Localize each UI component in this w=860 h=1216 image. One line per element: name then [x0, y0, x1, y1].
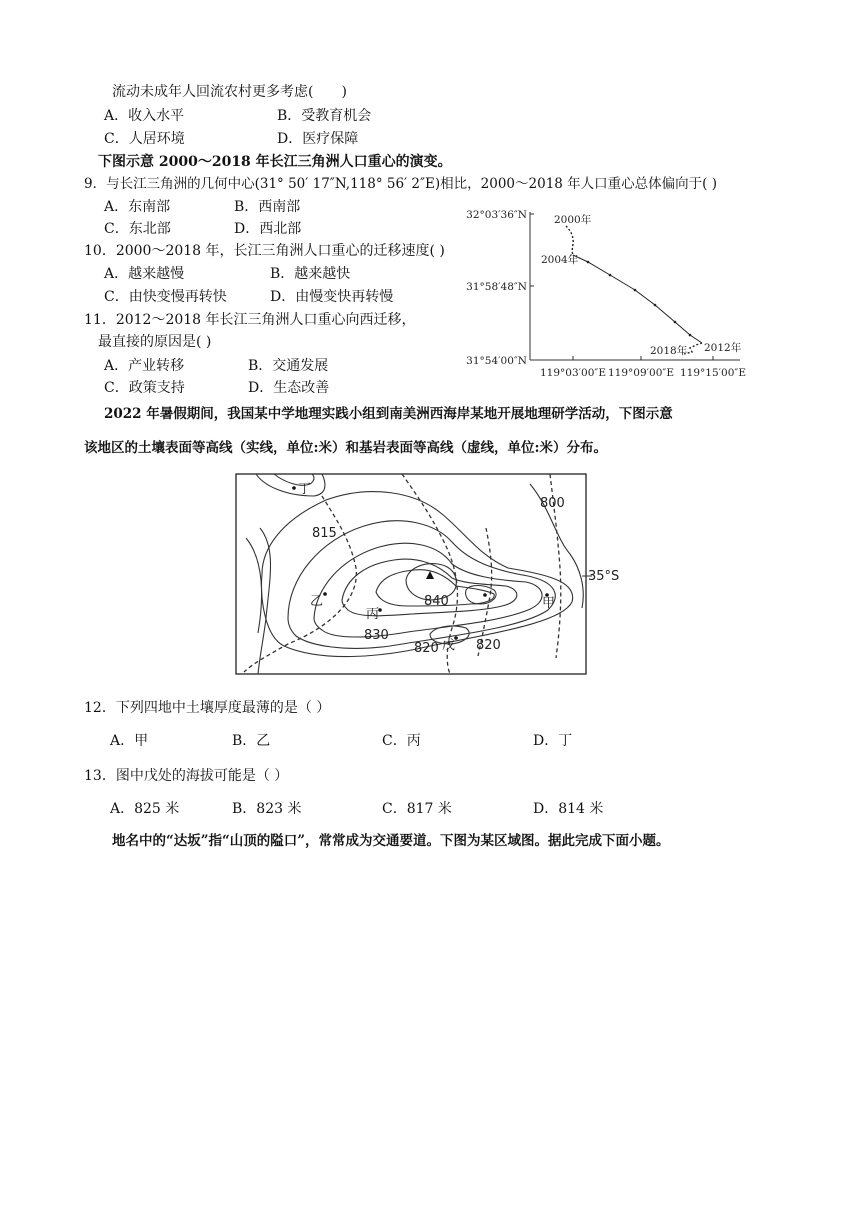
q8-stem-tail: 流动未成年人回流农村更多考虑( ) — [112, 84, 347, 100]
depression-icon — [483, 593, 487, 597]
q11-option-a: A．产业转移 — [104, 358, 185, 374]
q13-option-a: A．825 米 — [110, 801, 180, 817]
label-2018: 2018年 — [650, 345, 688, 357]
q11-option-d: D．生态改善 — [248, 380, 330, 396]
q8-option-c: C．人居环境 — [104, 131, 185, 147]
q8-option-d: D．医疗保障 — [277, 131, 359, 147]
q9-option-b: B．西南部 — [234, 199, 301, 215]
q10-option-d: D．由慢变快再转慢 — [270, 289, 394, 305]
q10-option-b: B．越来越快 — [270, 266, 351, 282]
q13-option-b: B．823 米 — [232, 801, 302, 817]
q8-option-a: A．收入水平 — [104, 108, 185, 124]
place-wu: 戊 — [442, 638, 456, 653]
intro-figure-1: 下图示意 2000～2018 年长江三角洲人口重心的演变。 — [98, 154, 452, 170]
place-ding: 丁 — [298, 482, 312, 497]
q12-option-b: B．乙 — [232, 733, 271, 749]
intro-figure-2-line1: 2022 年暑假期间，我国某中学地理实践小组到南美洲西海岸某地开展地理研学活动，下图示意 — [104, 406, 673, 422]
q9-option-c: C．东北部 — [104, 221, 171, 237]
q10-option-a: A．越来越慢 — [104, 266, 185, 282]
contour-label-830: 830 — [364, 628, 389, 643]
q13-option-d: D．814 米 — [533, 801, 604, 817]
contour-map-figure — [230, 468, 620, 683]
trajectory-2004-2012 — [573, 255, 702, 343]
trajectory-points — [587, 261, 692, 337]
q11-stem-line2: 最直接的原因是( ) — [98, 334, 212, 350]
q13-stem: 13．图中戊处的海拔可能是（ ） — [84, 768, 289, 784]
intro-figure-3: 地名中的“达坂”指“山顶的隘口”，常常成为交通要道。下图为某区域图。据此完成下面小题。 — [112, 833, 670, 849]
x-label-mid: 119°09′00″E — [608, 367, 674, 379]
place-yi: 乙 — [310, 594, 324, 609]
contour-label-820-left: 820 — [414, 641, 439, 656]
y-label-mid: 31°58′48″N — [466, 281, 527, 293]
summit-icon — [426, 571, 434, 579]
label-2012: 2012年 — [704, 342, 742, 354]
q13-option-c: C．817 米 — [382, 801, 452, 817]
q11-option-c: C．政策支持 — [104, 380, 185, 396]
y-label-top: 32°03′36″N — [466, 209, 527, 221]
q10-stem: 10．2000～2018 年，长江三角洲人口重心的迁移速度( ) — [84, 243, 445, 259]
contour-label-800: 800 — [540, 496, 565, 511]
y-label-bottom: 31°54′00″N — [466, 355, 527, 367]
label-2000: 2000年 — [554, 214, 592, 226]
q8-option-b: B．受教育机会 — [277, 108, 372, 124]
q11-option-b: B．交通发展 — [248, 358, 329, 374]
q12-stem: 12．下列四地中土壤厚度最薄的是（ ） — [84, 700, 331, 716]
q9-option-a: A．东南部 — [104, 199, 171, 215]
contour-label-815: 815 — [312, 526, 337, 541]
x-label-right: 119°15′00″E — [680, 367, 746, 379]
contour-label-840: 840 — [424, 594, 449, 609]
intro-figure-2-line2: 该地区的土壤表面等高线（实线，单位:米）和基岩表面等高线（虚线，单位:米）分布。 — [84, 440, 607, 456]
q9-option-d: D．西北部 — [234, 221, 302, 237]
q10-option-c: C．由快变慢再转快 — [104, 289, 227, 305]
population-center-figure — [466, 200, 750, 380]
q12-option-d: D．丁 — [533, 733, 573, 749]
q11-stem-line1: 11．2012～2018 年长江三角洲人口重心向西迁移， — [84, 312, 416, 328]
latitude-label: 35°S — [588, 569, 620, 584]
x-label-left: 119°03′00″E — [540, 367, 606, 379]
map-frame — [236, 474, 586, 674]
q12-option-c: C．丙 — [382, 733, 421, 749]
trajectory-2000-2004 — [566, 226, 573, 255]
q9-stem: 9．与长江三角洲的几何中心(31° 50′ 17″N,118° 56′ 2″E)相比，2000～2018 年人口重心总体偏向于( ) — [84, 176, 717, 192]
place-bing: 丙 — [366, 607, 380, 622]
contour-label-820-right: 820 — [476, 638, 501, 653]
label-2004: 2004年 — [541, 254, 579, 266]
place-jia: 甲 — [542, 596, 556, 611]
q12-option-a: A．甲 — [110, 733, 149, 749]
